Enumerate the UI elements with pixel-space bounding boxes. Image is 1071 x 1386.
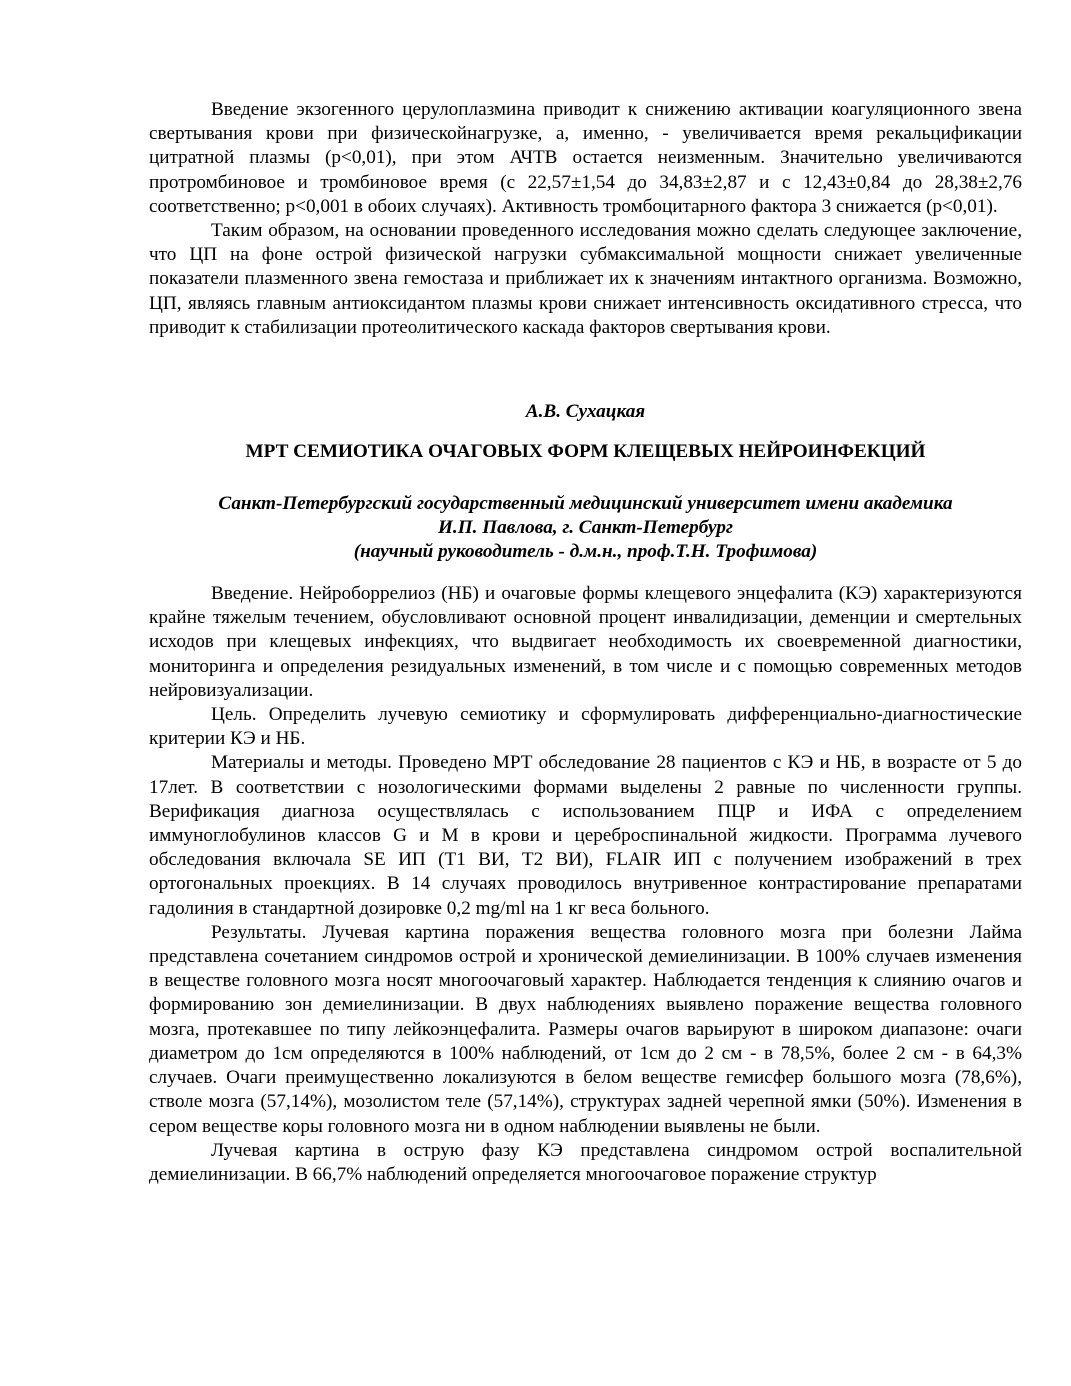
body-paragraph: Цель. Определить лучевую семиотику и сформулировать дифференциально-диагностические критерии КЭ и НБ. (149, 704, 1022, 750)
body-paragraph: Результаты. Лучевая картина поражения вещества головного мозга при болезни Лайма представлена сочетанием синдромов острой и хронической демиелинизации. В 100% случаев изменения в веществе головного мозга носят многоочаговый характер. Наблюдается тенденция к слиянию очагов и формированию зон демиелинизации. В двух наблюдениях выявлено поражение вещества головного мозга, протекавшее по типу лейкоэнцефалита. Размеры очагов варьируют в широком диапазоне: очаги диаметром до 1см определяются в 100% наблюдений, от 1см до 2 см - в 78,5%, более 2 см - в 64,3% случаев. Очаги преимущественно локализуются в белом веществе гемисфер большого мозга (78,6%), стволе мозга (57,14%), мозолистом теле (57,14%), структурах задней черепной ямки (50%). Изменения в сером веществе коры головного мозга ни в одном наблюдении выявлены не были. (149, 921, 1022, 1137)
body-paragraph: Таким образом, на основании проведенного исследования можно сделать следующее заключение, что ЦП на фоне острой физической нагрузки субмаксимальной мощности снижает увеличенные показатели плазменного звена гемостаза и приближает их к значениям интактного организма. Возможно, ЦП, являясь главным антиоксидантом плазмы крови снижает интенсивность оксидативного стресса, что приводит к стабилизации протеолитического каскада факторов свертывания крови. (149, 220, 1022, 338)
article-author: А.В. Сухацкая (525, 401, 646, 423)
article-title: МРТ СЕМИОТИКА ОЧАГОВЫХ ФОРМ КЛЕЩЕВЫХ НЕЙРОИНФЕКЦИЙ (245, 441, 926, 463)
article-affiliation (149, 492, 1022, 564)
supervisor-line: (научный руководитель - д.м.н., проф.Т.Н. Трофимова) (353, 541, 818, 563)
body-paragraph: Введение. Нейроборрелиоз (НБ) и очаговые формы клещевого энцефалита (КЭ) характеризуются крайне тяжелым течением, обусловливают основной процент инвалидизации, деменции и смертельных исходов при клещевых инфекциях, что выдвигает необходимость их своевременной диагностики, мониторинга и определения резидуальных изменений, в том числе и с помощью современных методов нейровизуализации. (149, 583, 1022, 701)
affiliation-line: Санкт-Петербургский государственный медицинский университет имени академика (218, 493, 953, 515)
body-paragraph: Введение экзогенного церулоплазмина приводит к снижению активации коагуляционного звена свертывания крови при физическойнагрузке, а, именно, - увеличивается время рекальцификации цитратной плазмы (p<0,01), при этом АЧТВ остается неизменным. Значительно увеличиваются протромбиновое и тромбиновое время (с 22,57±1,54 до 34,83±2,87 и с 12,43±0,84 до 28,38±2,76 соответственно; p<0,001 в обоих случаях). Активность тромбоцитарного фактора 3 снижается (p<0,01). (149, 99, 1022, 217)
body-paragraph: Лучевая картина в острую фазу КЭ представлена синдромом острой воспалительной демиелинизации. В 66,7% наблюдений определяется многоочаговое поражение структур (149, 1139, 1022, 1185)
document-page (149, 98, 1022, 1187)
body-paragraph: Материалы и методы. Проведено МРТ обследование 28 пациентов с КЭ и НБ, в возрасте от 5 до 17лет. В соответствии с нозологическими формами выделены 2 равные по численности группы. Верификация диагноза осуществлялась с использованием ПЦР и ИФА с определением иммуноглобулинов классов G и M в крови и цереброспинальной жидкости. Программа лучевого обследования включала SE ИП (Т1 ВИ, Т2 ВИ), FLAIR ИП с получением изображений в трех ортогональных проекциях. В 14 случаях проводилось внутривенное контрастирование препаратами гадолиния в стандартной дозировке 0,2 mg/ml на 1 кг веса больного. (149, 752, 1022, 919)
affiliation-line: И.П. Павлова, г. Санкт-Петербург (437, 517, 734, 539)
